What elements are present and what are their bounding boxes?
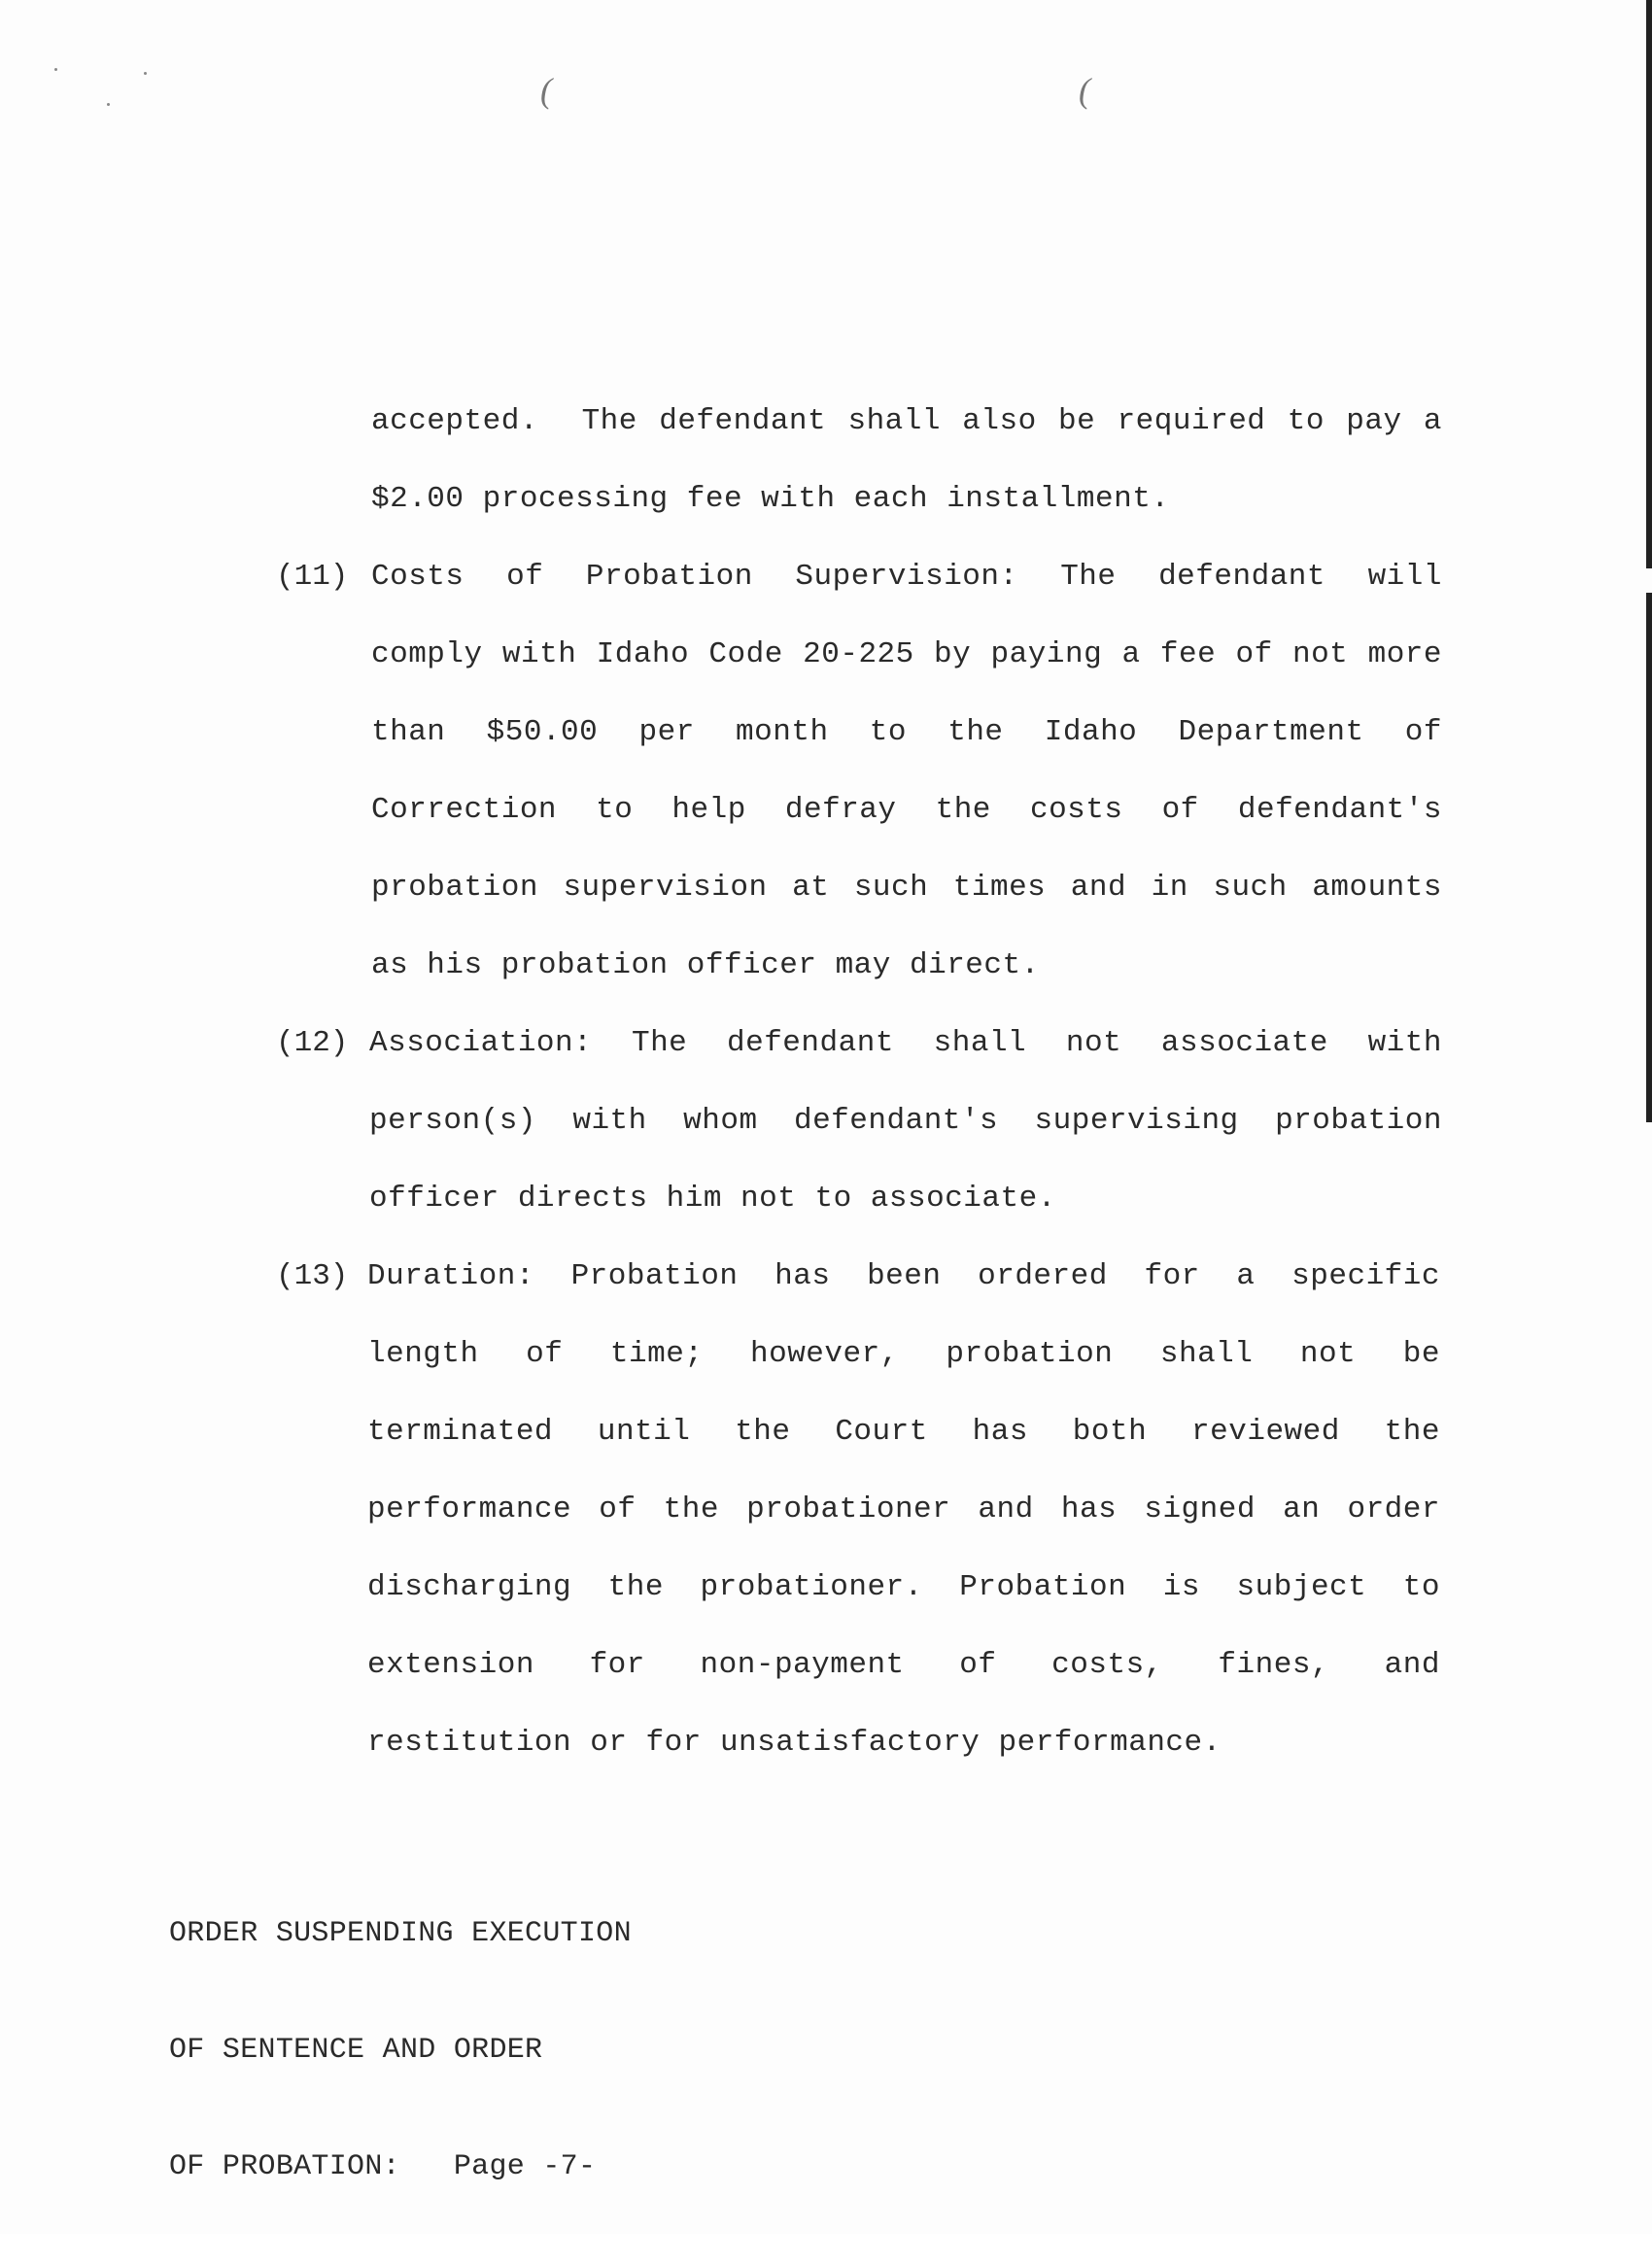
footer-line: OF SENTENCE AND ORDER — [169, 2034, 543, 2067]
text-line: officer directs him not to associate. — [369, 1182, 1056, 1216]
line-text: length of time; however, probation shall not be — [367, 1337, 1440, 1371]
line-text: performance of the probationer and has signed an order — [367, 1492, 1440, 1526]
line-text: Association: The defendant shall not associate with — [369, 1026, 1442, 1060]
text-line — [367, 1570, 1440, 1605]
item-number: (13) — [276, 1259, 349, 1293]
document-footer — [169, 1836, 632, 2264]
scan-artifact-mark: ( — [540, 71, 552, 110]
text-line — [367, 1259, 1440, 1294]
line-text: Duration: Probation has been ordered for a specific — [367, 1259, 1440, 1293]
scan-edge-bar — [1646, 593, 1652, 1122]
scan-artifact-mark: ( — [1079, 71, 1090, 110]
line-text: Correction to help defray the costs of defendant's — [371, 793, 1442, 827]
text-line: restitution or for unsatisfactory performance. — [367, 1726, 1222, 1760]
line-text: discharging the probationer. Probation is subject to — [367, 1570, 1440, 1604]
footer-page-label: OF PROBATION: Page -7- — [169, 2150, 597, 2183]
line-text: than $50.00 per month to the Idaho Department of — [371, 715, 1442, 749]
text-line — [367, 1415, 1440, 1450]
text-line: $2.00 processing fee with each installment. — [371, 482, 1170, 516]
line-text: comply with Idaho Code 20-225 by paying a fee of not more — [371, 637, 1442, 671]
line-text: probation supervision at such times and in such amounts — [371, 871, 1442, 905]
line-text: person(s) with whom defendant's supervising probation — [369, 1104, 1442, 1138]
scan-edge-bar — [1646, 0, 1652, 568]
item-number: (12) — [276, 1026, 349, 1060]
line-text: terminated until the Court has both reviewed the — [367, 1415, 1440, 1449]
scan-speck — [54, 68, 57, 71]
text-line — [371, 560, 1442, 595]
text-line — [367, 1648, 1440, 1683]
text-line — [367, 1492, 1440, 1527]
text-line — [371, 715, 1442, 750]
text-line: as his probation officer may direct. — [371, 948, 1040, 982]
text-line — [371, 793, 1442, 828]
footer-line: ORDER SUSPENDING EXECUTION — [169, 1917, 632, 1950]
scan-speck — [144, 72, 147, 75]
scan-speck — [107, 103, 110, 106]
line-text: extension for non-payment of costs, fines, and — [367, 1648, 1440, 1682]
item-number: (11) — [276, 560, 349, 594]
line-text: Costs of Probation Supervision: The defendant will — [371, 560, 1442, 594]
text-line — [371, 637, 1442, 672]
text-line — [369, 1026, 1442, 1061]
line-text: accepted. The defendant shall also be required to pay a — [371, 404, 1442, 438]
text-line — [371, 404, 1442, 439]
text-line — [367, 1337, 1440, 1372]
text-line — [369, 1104, 1442, 1139]
text-line — [371, 871, 1442, 906]
